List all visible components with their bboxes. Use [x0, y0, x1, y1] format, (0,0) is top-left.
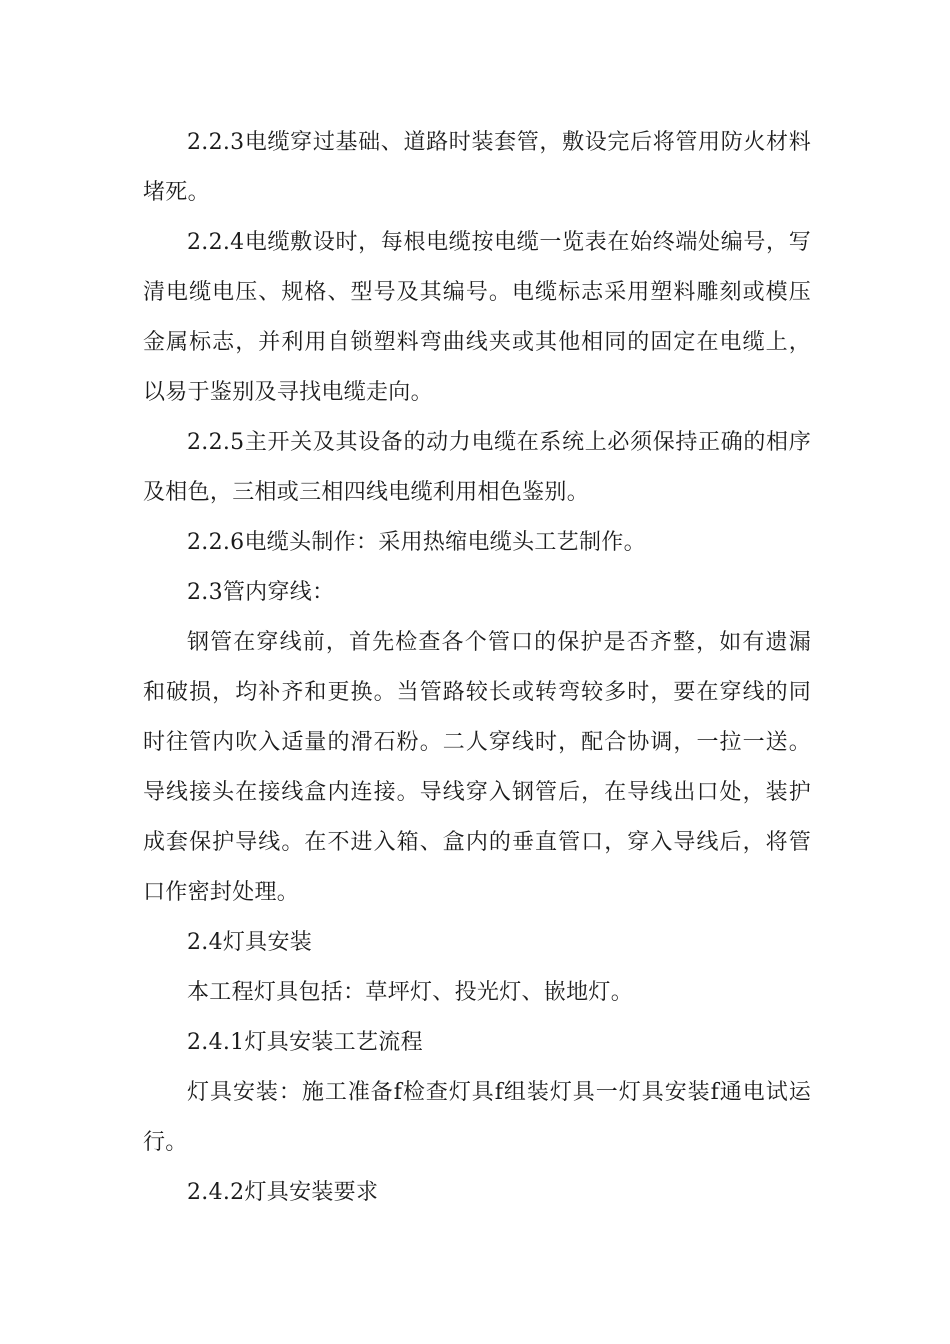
paragraph-lamp-types: 本工程灯具包括：草坪灯、投光灯、嵌地灯。: [187, 980, 634, 1005]
paragraph-pipe-wiring: 钢管在穿线前，首先检查各个管口的保护是否齐整，如有遗漏和破损，均补齐和更换。当管路较长或转弯较多时，要在穿线的同时往管内吹入适量的滑石粉。二人穿线时，配合协调，一拉一送。导线接头在接线盒内连接。导线穿入钢管后，在导线出口处，装护成套保护导线。在不进入箱、盒内的垂直管口，穿入导线后，将管口作密封处理。: [143, 630, 811, 905]
section-heading-2-3: 2.3管内穿线：: [187, 580, 335, 605]
paragraph-2-2-5: 2.2.5主开关及其设备的动力电缆在系统上必须保持正确的相序及相色，三相或三相四线电缆利用相色鉴别。: [143, 430, 811, 505]
paragraph-2-2-3: 2.2.3电缆穿过基础、道路时装套管，敷设完后将管用防火材料堵死。: [143, 130, 811, 205]
section-heading-2-4-2: 2.4.2灯具安装要求: [187, 1180, 379, 1205]
paragraph-2-2-4: 2.2.4电缆敷设时，每根电缆按电缆一览表在始终端处编号，写清电缆电压、规格、型号及其编号。电缆标志采用塑料雕刻或模压金属标志，并利用自锁塑料弯曲线夹或其他相同的固定在电缆上，以易于鉴别及寻找电缆走向。: [143, 230, 811, 405]
paragraph-2-2-6: 2.2.6电缆头制作：采用热缩电缆头工艺制作。: [187, 530, 646, 555]
section-heading-2-4: 2.4灯具安装: [187, 930, 313, 955]
document-body: [143, 118, 811, 1218]
paragraph-lamp-process: 灯具安装：施工准备f检查灯具f组装灯具一灯具安装f通电试运行。: [143, 1080, 811, 1155]
section-heading-2-4-1: 2.4.1灯具安装工艺流程: [187, 1030, 423, 1055]
